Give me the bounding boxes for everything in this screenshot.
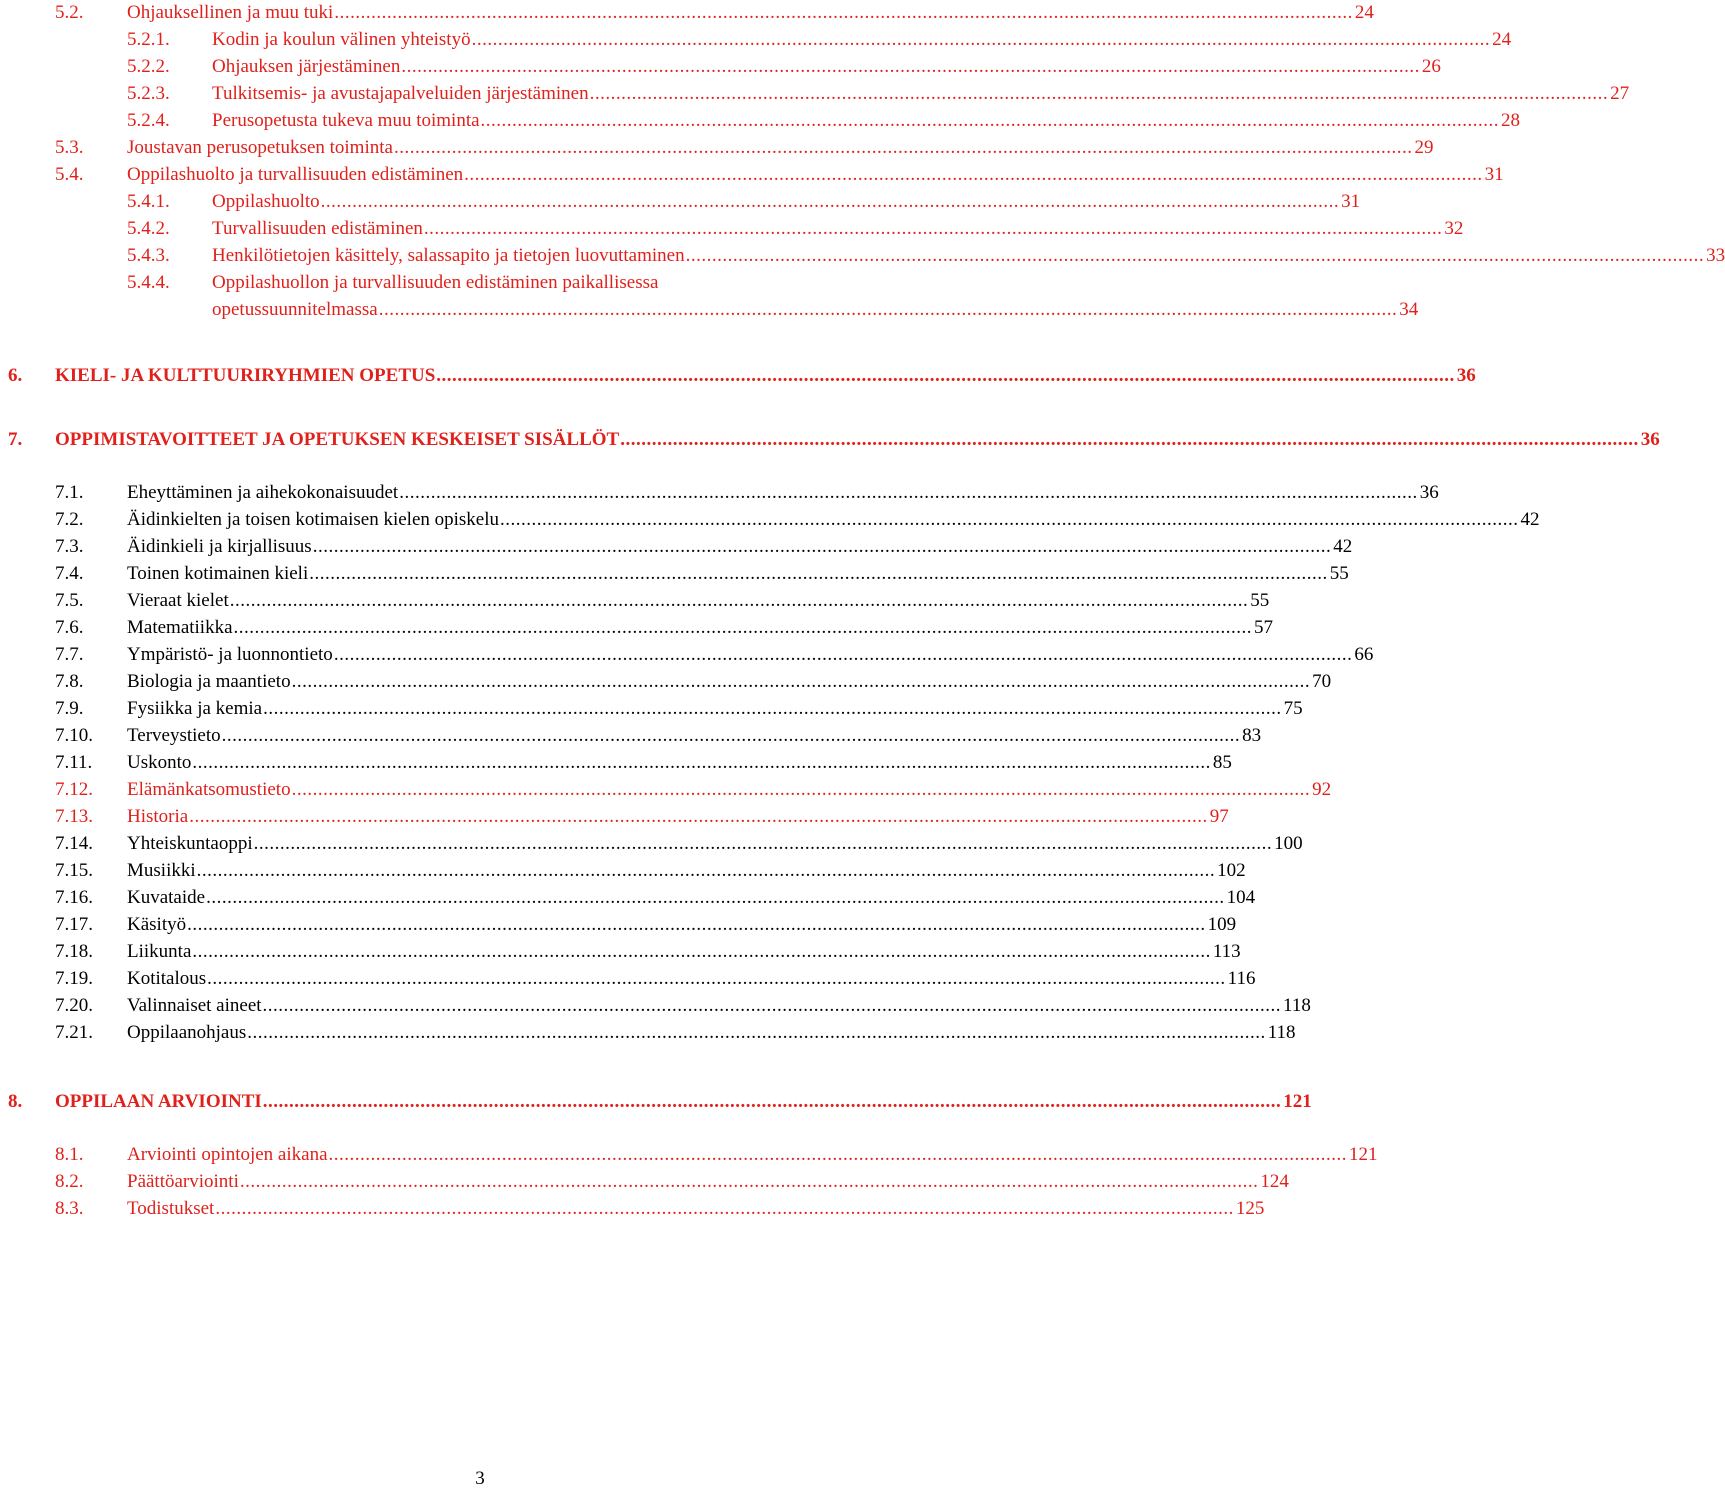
toc-leader: .................................................................................................................................................................................................. — [239, 1171, 1259, 1192]
toc-page-number: 121 — [1347, 1142, 1378, 1168]
toc-leader: .................................................................................................................................................................................................. — [320, 191, 1340, 212]
toc-title: Kotitalous — [127, 966, 207, 992]
toc-leader: .................................................................................................................................................................................................. — [189, 806, 1208, 827]
toc-leader: .................................................................................................................................................................................................. — [378, 299, 1398, 320]
toc-leader: .................................................................................................................................................................................................. — [312, 536, 1332, 557]
toc-leader: .................................................................................................................................................................................................. — [685, 245, 1705, 266]
toc-number: 5.4. — [55, 164, 84, 185]
toc-leader: .................................................................................................................................................................................................. — [229, 590, 1249, 611]
toc-title-continuation: opetussuunnitelmassa — [212, 297, 379, 323]
toc-page-number: 32 — [1442, 216, 1463, 242]
toc-leader: .................................................................................................................................................................................................. — [262, 995, 1282, 1016]
toc-title: KIELI- JA KULTTUURIRYHMIEN OPETUS — [55, 363, 436, 389]
toc-entry[interactable] — [55, 858, 1246, 884]
toc-number: 7.21. — [55, 1022, 93, 1043]
toc-page-number: 31 — [1483, 162, 1504, 188]
toc-number: 5.4.2. — [127, 218, 170, 239]
toc-title: Kodin ja koulun välinen yhteistyö — [212, 27, 472, 53]
toc-page-number: 36 — [1418, 480, 1439, 506]
toc-leader: .................................................................................................................................................................................................. — [253, 833, 1273, 854]
toc-number: 7.11. — [55, 752, 93, 773]
toc-title: OPPILAAN ARVIOINTI — [55, 1089, 263, 1115]
toc-title: Ympäristö- ja luonnontieto — [127, 642, 334, 668]
toc-number: 7.9. — [55, 698, 84, 719]
toc-leader: .................................................................................................................................................................................................. — [187, 914, 1206, 935]
toc-number: 7. — [8, 429, 23, 450]
toc-entry[interactable] — [55, 108, 1521, 134]
toc-number: 5.2.3. — [127, 83, 170, 104]
toc-page-number: 29 — [1412, 135, 1433, 161]
toc-page-number: 75 — [1282, 696, 1303, 722]
toc-number: 8. — [8, 1091, 23, 1112]
toc-entry[interactable] — [55, 27, 1512, 53]
toc-leader: .................................................................................................................................................................................................. — [221, 725, 1241, 746]
toc-title: Fysiikka ja kemia — [127, 696, 263, 722]
toc-page-number: 124 — [1258, 1169, 1289, 1195]
toc-chapter-8[interactable] — [8, 1089, 1312, 1115]
toc-entry[interactable] — [55, 885, 1256, 911]
toc-leader: .................................................................................................................................................................................................. — [192, 752, 1211, 773]
toc-title: Joustavan perusopetuksen toiminta — [127, 135, 394, 161]
toc-entry[interactable] — [55, 561, 1349, 587]
toc-title: Arviointi opintojen aikana — [127, 1142, 329, 1168]
toc-leader: .................................................................................................................................................................................................. — [589, 83, 1609, 104]
toc-entry[interactable] — [55, 804, 1229, 830]
toc-entry[interactable] — [55, 642, 1374, 668]
toc-number: 7.1. — [55, 482, 84, 503]
toc-number: 7.7. — [55, 644, 84, 665]
toc-entry[interactable] — [55, 750, 1232, 776]
toc-title: Matematiikka — [127, 615, 234, 641]
toc-number: 7.19. — [55, 968, 93, 989]
toc-number: 7.15. — [55, 860, 93, 881]
toc-chapter-7[interactable] — [8, 427, 1660, 453]
toc-number: 5.2.2. — [127, 56, 170, 77]
toc-entry[interactable] — [55, 81, 1630, 107]
toc-title: Oppilashuolto ja turvallisuuden edistäminen — [127, 162, 464, 188]
toc-entry[interactable] — [55, 966, 1256, 992]
toc-number: 7.3. — [55, 536, 84, 557]
toc-page-number: 118 — [1281, 993, 1311, 1019]
toc-title: Äidinkielten ja toisen kotimaisen kielen opiskelu — [127, 507, 500, 533]
toc-page-number: 102 — [1215, 858, 1246, 884]
toc-entry[interactable] — [55, 993, 1311, 1019]
toc-leader: .................................................................................................................................................................................................. — [436, 365, 1455, 386]
toc-entry[interactable] — [55, 588, 1270, 614]
toc-leader: .................................................................................................................................................................................................. — [207, 968, 1226, 989]
toc-title: Elämänkatsomustieto — [127, 777, 292, 803]
toc-number: 7.18. — [55, 941, 93, 962]
toc-page-number: 85 — [1211, 750, 1232, 776]
toc-entry[interactable] — [55, 1196, 1265, 1222]
toc-page-number: 83 — [1240, 723, 1261, 749]
toc-number: 5.2. — [55, 2, 84, 23]
toc-number: 7.16. — [55, 887, 93, 908]
toc-entry[interactable] — [55, 831, 1303, 857]
toc-page-number: 36 — [1639, 427, 1660, 453]
toc-title: Perusopetusta tukeva muu toiminta — [212, 108, 481, 134]
toc-entry[interactable] — [55, 243, 1725, 269]
toc-number: 8.1. — [55, 1144, 84, 1165]
toc-entry[interactable] — [55, 54, 1441, 80]
toc-entry[interactable] — [55, 1020, 1296, 1046]
toc-page-number: 113 — [1211, 939, 1241, 965]
toc-leader: .................................................................................................................................................................................................. — [192, 941, 1211, 962]
toc-page-number: 28 — [1499, 108, 1520, 134]
toc-entry[interactable] — [55, 723, 1262, 749]
toc-leader: .................................................................................................................................................................................................. — [291, 671, 1311, 692]
toc-title: Eheyttäminen ja aihekokonaisuudet — [127, 480, 399, 506]
toc-page-number: 24 — [1353, 0, 1374, 26]
toc-entry[interactable] — [55, 0, 1374, 26]
toc-page-number: 31 — [1339, 189, 1360, 215]
toc-title: Äidinkieli ja kirjallisuus — [127, 534, 313, 560]
toc-number: 7.17. — [55, 914, 93, 935]
toc-title: Biologia ja maantieto — [127, 669, 292, 695]
toc-entry[interactable] — [55, 696, 1303, 722]
page-number: 3 — [475, 1468, 485, 1489]
toc-leader: .................................................................................................................................................................................................. — [309, 563, 1328, 584]
toc-leader: .................................................................................................................................................................................................. — [464, 164, 1483, 185]
toc-page-number: 42 — [1331, 534, 1352, 560]
toc-page-number: 55 — [1328, 561, 1349, 587]
toc-chapter-6[interactable] — [8, 363, 1476, 389]
toc-leader: .................................................................................................................................................................................................. — [263, 698, 1282, 719]
toc-page-number: 33 — [1704, 243, 1725, 269]
toc-entry[interactable] — [55, 480, 1439, 506]
toc-entry[interactable] — [55, 615, 1274, 641]
toc-entry[interactable] — [55, 669, 1332, 695]
toc-entry[interactable] — [55, 216, 1464, 242]
toc-leader: .................................................................................................................................................................................................. — [206, 887, 1225, 908]
toc-title: Liikunta — [127, 939, 192, 965]
toc-number: 7.5. — [55, 590, 84, 611]
toc-leader: .................................................................................................................................................................................................. — [393, 137, 1413, 158]
toc-page-number: 57 — [1252, 615, 1273, 641]
toc-title: Todistukset — [127, 1196, 215, 1222]
toc-number: 7.8. — [55, 671, 84, 692]
toc-leader: .................................................................................................................................................................................................. — [500, 509, 1519, 530]
toc-page-number: 100 — [1272, 831, 1303, 857]
toc-title: Terveystieto — [127, 723, 222, 749]
toc-page-number: 125 — [1234, 1196, 1265, 1222]
toc-number: 7.12. — [55, 779, 93, 800]
toc-page-number: 36 — [1455, 363, 1476, 389]
toc-leader: .................................................................................................................................................................................................. — [262, 1091, 1282, 1112]
toc-leader: .................................................................................................................................................................................................. — [334, 2, 1353, 23]
toc-page-number: 34 — [1397, 297, 1418, 323]
toc-entry[interactable] — [55, 189, 1361, 215]
toc-title: Kuvataide — [127, 885, 206, 911]
toc-title: Käsityö — [127, 912, 187, 938]
toc-page-number: 42 — [1519, 507, 1540, 533]
toc-number: 6. — [8, 365, 23, 386]
toc-leader: .................................................................................................................................................................................................. — [233, 617, 1253, 638]
toc-title: Toinen kotimainen kieli — [127, 561, 309, 587]
toc-number: 5.3. — [55, 137, 84, 158]
toc-entry[interactable] — [55, 135, 1434, 161]
toc-number: 7.20. — [55, 995, 93, 1016]
toc-title: Ohjauksellinen ja muu tuki — [127, 0, 334, 26]
toc-entry[interactable] — [55, 1142, 1378, 1168]
toc-number: 7.10. — [55, 725, 93, 746]
toc-title: Tulkitsemis- ja avustajapalveluiden järjestäminen — [212, 81, 590, 107]
toc-entry[interactable] — [55, 507, 1540, 533]
toc-page-number: 116 — [1226, 966, 1256, 992]
toc-number: 5.2.4. — [127, 110, 170, 131]
toc-title: Valinnaiset aineet — [127, 993, 263, 1019]
toc-entry[interactable] — [55, 1169, 1289, 1195]
toc-page-number: 121 — [1281, 1089, 1312, 1115]
toc-number: 7.4. — [55, 563, 84, 584]
toc-entry[interactable] — [55, 777, 1332, 803]
toc-page-number: 24 — [1490, 27, 1511, 53]
toc-title: Uskonto — [127, 750, 192, 776]
toc-leader: .................................................................................................................................................................................................. — [333, 644, 1353, 665]
toc-leader: .................................................................................................................................................................................................. — [328, 1144, 1348, 1165]
toc-leader: .................................................................................................................................................................................................. — [471, 29, 1491, 50]
toc-title: Turvallisuuden edistäminen — [212, 216, 424, 242]
toc-title: OPPIMISTAVOITTEET JA OPETUKSEN KESKEISET SISÄLLÖT — [55, 427, 620, 453]
toc-number: 5.4.3. — [127, 245, 170, 266]
toc-number: 7.2. — [55, 509, 84, 530]
toc-title: Henkilötietojen käsittely, salassapito ja tietojen luovuttaminen — [212, 243, 686, 269]
toc-number: 8.2. — [55, 1171, 84, 1192]
toc-page-number: 55 — [1248, 588, 1269, 614]
toc-number: 8.3. — [55, 1198, 84, 1219]
toc-title: Päättöarviointi — [127, 1169, 240, 1195]
toc-page-number: 118 — [1266, 1020, 1296, 1046]
toc-number: 5.4.1. — [127, 191, 170, 212]
toc-number: 7.14. — [55, 833, 93, 854]
toc-title: Vieraat kielet — [127, 588, 230, 614]
toc-number: 5.4.4. — [127, 272, 170, 293]
toc-title: Musiikki — [127, 858, 197, 884]
toc-number: 7.6. — [55, 617, 84, 638]
toc-leader: .................................................................................................................................................................................................. — [401, 56, 1420, 77]
toc-page-number: 26 — [1420, 54, 1441, 80]
toc-entry[interactable] — [55, 534, 1353, 560]
toc-title: Oppilashuolto — [212, 189, 321, 215]
toc-page-number: 70 — [1310, 669, 1331, 695]
toc-leader: .................................................................................................................................................................................................. — [291, 779, 1311, 800]
toc-page-number: 97 — [1208, 804, 1229, 830]
toc-number: 7.13. — [55, 806, 93, 827]
toc-leader: .................................................................................................................................................................................................. — [423, 218, 1443, 239]
toc-leader: .................................................................................................................................................................................................. — [480, 110, 1500, 131]
toc-leader: .................................................................................................................................................................................................. — [215, 1198, 1234, 1219]
toc-entry[interactable] — [55, 912, 1237, 938]
toc-entry-continuation[interactable] — [55, 297, 1419, 323]
toc-number: 5.2.1. — [127, 29, 170, 50]
toc-title: Historia — [127, 804, 189, 830]
toc-title: Yhteiskuntaoppi — [127, 831, 254, 857]
toc-entry[interactable] — [55, 162, 1504, 188]
toc-page-number: 109 — [1206, 912, 1237, 938]
toc-entry[interactable] — [55, 939, 1241, 965]
toc-entry-first-line[interactable] — [55, 270, 953, 296]
toc-page-number: 92 — [1310, 777, 1331, 803]
toc-leader: .................................................................................................................................................................................................. — [196, 860, 1216, 881]
toc-title: Oppilashuollon ja turvallisuuden edistäminen paikallisessa — [212, 272, 659, 293]
toc-title: Ohjauksen järjestäminen — [212, 54, 401, 80]
toc-page-number: 104 — [1225, 885, 1256, 911]
toc-leader: .................................................................................................................................................................................................. — [620, 429, 1639, 450]
toc-page-number: 27 — [1608, 81, 1629, 107]
toc-page-number: 66 — [1352, 642, 1373, 668]
toc-leader: .................................................................................................................................................................................................. — [399, 482, 1418, 503]
toc-title: Oppilaanohjaus — [127, 1020, 247, 1046]
toc-leader: .................................................................................................................................................................................................. — [247, 1022, 1266, 1043]
